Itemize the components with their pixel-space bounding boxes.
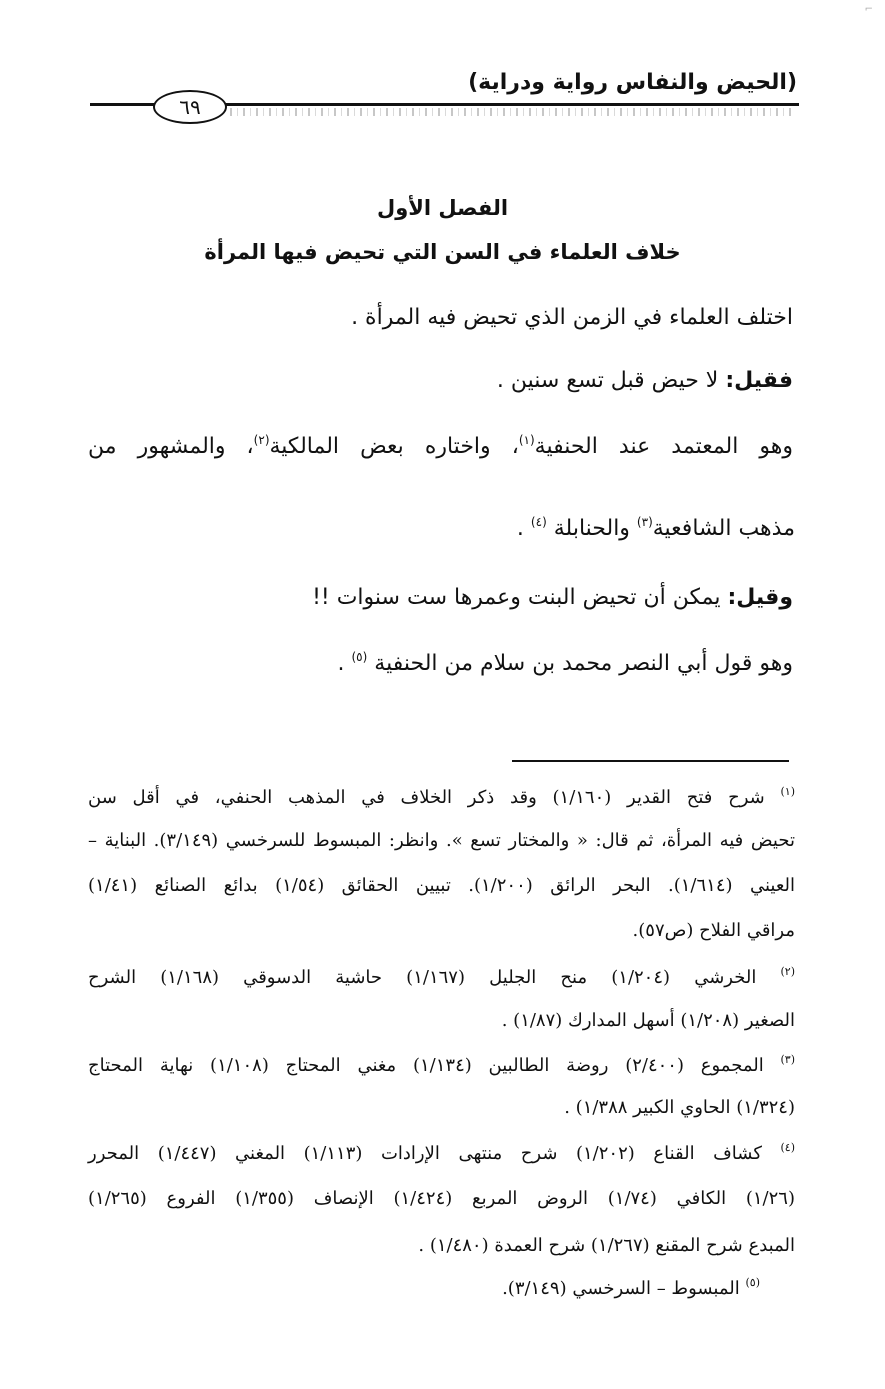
- page-number: ٦٩: [179, 95, 201, 119]
- opinion-lead: فقيل:: [725, 368, 793, 393]
- footnote-2-line-1: [88, 965, 795, 988]
- paragraph-text: وهو قول أبي النصر محمد بن سلام من الحنفية: [367, 651, 793, 676]
- body-line-4: [517, 515, 795, 541]
- footnote-separator: [512, 760, 789, 762]
- footnote-2-line-2: الصغير (١/٢٠٨) أسهل المدارك (١/٨٧) .: [501, 1010, 795, 1031]
- footnote-text: الخرشي (١/٢٠٤) منح الجليل (١/١٦٧) حاشية الدسوقي (١/١٦٨) الشرح: [88, 967, 781, 988]
- paragraph-text: .: [516, 516, 531, 541]
- chapter-subtitle: خلاف العلماء في السن التي تحيض فيها المرأة: [204, 240, 681, 264]
- footnote-1-line-2: تحيض فيه المرأة، ثم قال: « والمختار تسع ». وانظر: المبسوط للسرخسي (٣/١٤٩). البناية –: [88, 830, 795, 851]
- paragraph-text: والحنابلة: [546, 516, 637, 541]
- footnote-4-line-3: المبدع شرح المقنع (١/٢٦٧) شرح العمدة (١/٤٨٠) .: [418, 1235, 795, 1256]
- footnote-text: المبسوط – السرخسي (٣/١٤٩).: [502, 1278, 746, 1299]
- footnote-1-line-4: مراقي الفلاح (ص٥٧).: [632, 920, 795, 941]
- paragraph-text: .: [337, 651, 352, 676]
- footnote-1-line-1: [88, 785, 795, 808]
- chapter-title: الفصل الأول: [376, 196, 509, 220]
- footnote-marker-4: (٤): [780, 1141, 795, 1154]
- footnote-marker-1: (١): [780, 785, 795, 798]
- footnote-text: المجموع (٢/٤٠٠) روضة الطالبين (١/١٣٤) مغني المحتاج (١/١٠٨) نهاية المحتاج: [88, 1055, 781, 1076]
- corner-mark: ⌐: [864, 4, 873, 15]
- paragraph-text: ، واختاره بعض المالكية: [269, 434, 519, 459]
- running-header-title: (الحيض والنفاس رواية ودراية): [468, 70, 797, 95]
- paragraph-text: يمكن أن تحيض البنت وعمرها ست سنوات !!: [312, 585, 728, 610]
- body-line-1: [351, 305, 793, 330]
- footnote-text: شرح فتح القدير (١/١٦٠) وقد ذكر الخلاف في المذهب الحنفي، في أقل سن: [88, 787, 781, 808]
- footnote-marker-2: (٢): [780, 965, 795, 978]
- footnote-marker-3: (٣): [780, 1053, 796, 1066]
- footnote-ref-1[interactable]: (١): [518, 433, 535, 447]
- body-line-2: [497, 368, 793, 393]
- footnote-marker-5: (٥): [745, 1276, 760, 1289]
- footnote-ref-5[interactable]: (٥): [351, 650, 368, 664]
- footnote-3-line-1: [88, 1053, 795, 1076]
- body-line-6: [337, 650, 793, 676]
- footnote-1-line-3: العيني (١/٦١٤). البحر الرائق (١/٢٠٠). تبيين الحقائق (١/٥٤) بدائع الصنائع (١/٤١): [88, 875, 796, 896]
- paragraph-text: اختلف العلماء في الزمن الذي تحيض فيه المرأة .: [351, 305, 793, 330]
- footnote-ref-3[interactable]: (٣): [636, 515, 653, 529]
- header-rule-left: [90, 103, 160, 106]
- footnote-3-line-2: (١/٣٢٤) الحاوي الكبير ١/٣٨٨) .: [564, 1097, 795, 1118]
- paragraph-text: وهو المعتمد عند الحنفية: [534, 434, 794, 459]
- header-rule-texture: [230, 108, 795, 116]
- footnote-ref-4[interactable]: (٤): [530, 515, 547, 529]
- page-number-badge: [153, 90, 227, 124]
- footnote-text: كشاف القناع (١/٢٠٢) شرح منتهى الإرادات (١/١١٣) المغني (١/٤٤٧) المحرر: [88, 1143, 781, 1164]
- footnote-ref-2[interactable]: (٢): [253, 433, 270, 447]
- paragraph-text: مذهب الشافعية: [652, 516, 795, 541]
- footnote-4-line-2: (١/٢٦) الكافي (١/٧٤) الروض المربع (١/٤٢٤) الإنصاف (١/٣٥٥) الفروع (١/٢٦٥): [88, 1188, 795, 1209]
- body-line-5: [312, 585, 793, 610]
- paragraph-text: لا حيض قبل تسع سنين .: [496, 368, 726, 393]
- opinion-lead: وقيل:: [727, 585, 793, 610]
- footnote-5-line-1: [502, 1276, 760, 1299]
- footnote-4-line-1: [88, 1141, 795, 1164]
- paragraph-text: ، والمشهور من: [88, 434, 254, 459]
- header-rule: [224, 103, 799, 106]
- body-line-3: [88, 433, 793, 459]
